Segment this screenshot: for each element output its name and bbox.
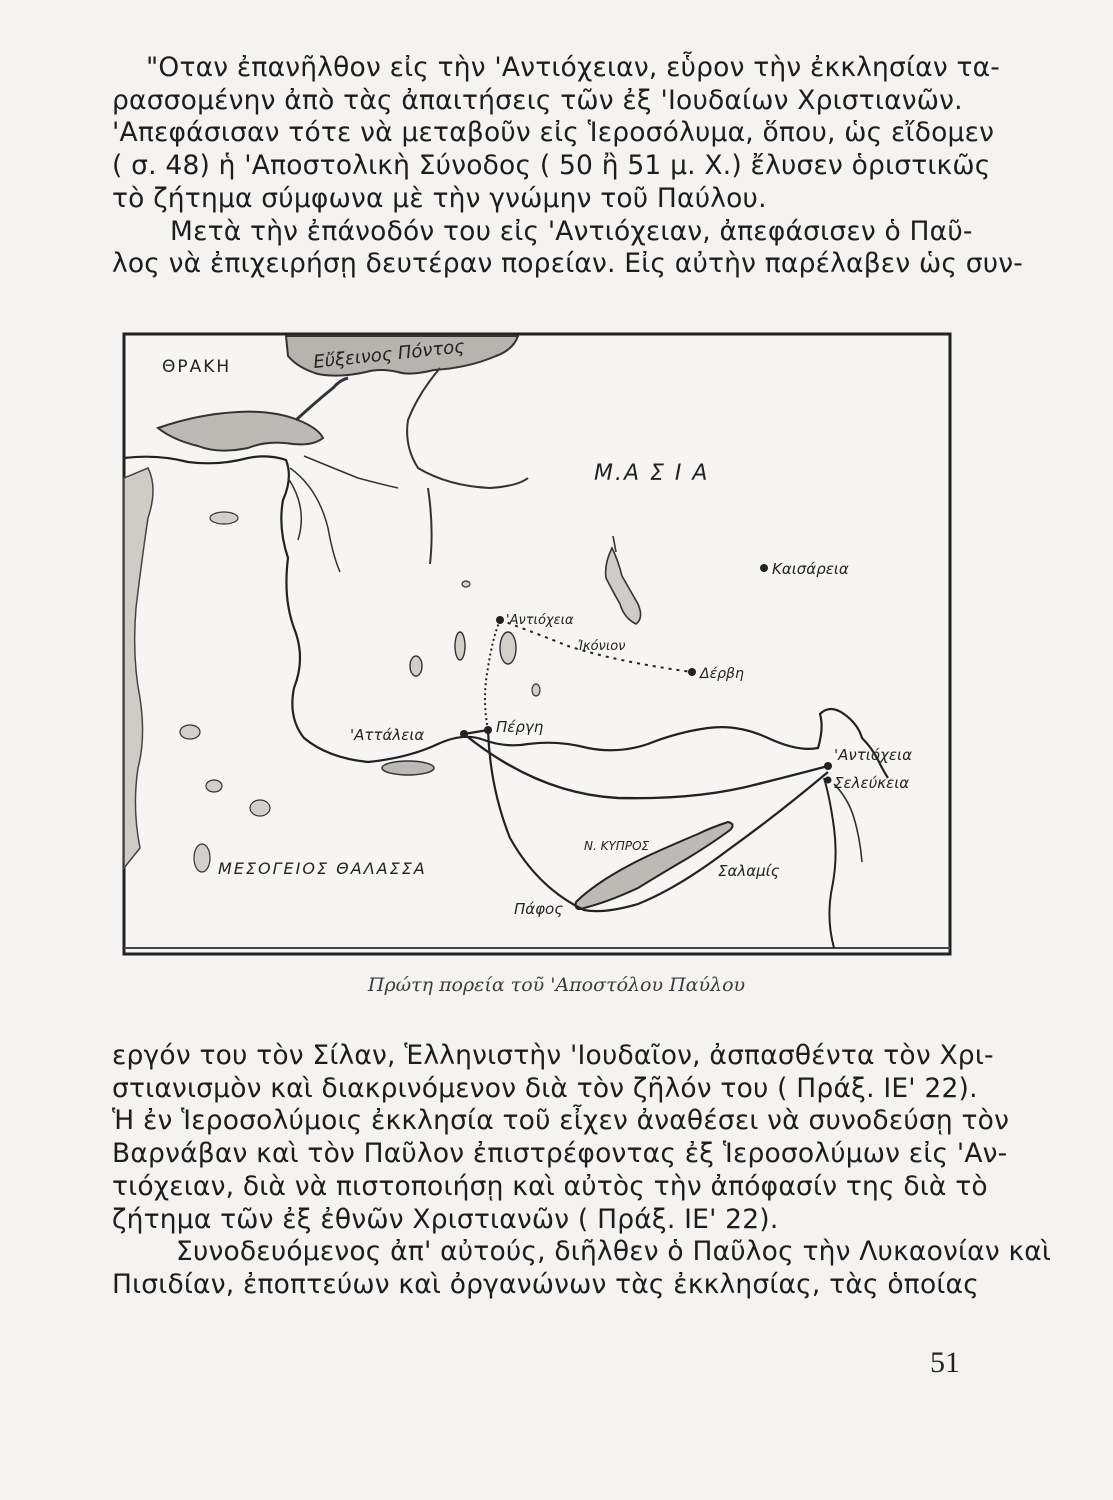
- antioch-pisidia-marker: [496, 616, 504, 624]
- attaleia-marker: [460, 730, 468, 738]
- label-cyprus: Ν. ΚΥΠΡΟΣ: [584, 839, 650, 853]
- page-number: 51: [930, 1346, 960, 1379]
- text-line: στιανισμὸν καὶ διακρινόμενον διὰ τὸν ζῆλόν του ( Πράξ. ΙΕ' 22).: [112, 1072, 978, 1104]
- text-line: Ἡ ἐν Ἱεροσολύμοις ἐκκλησία τοῦ εἶχεν ἀναθέσει νὰ συνοδεύσῃ τὸν: [112, 1105, 1010, 1137]
- label-perge: Πέργη: [496, 718, 544, 736]
- text-line: Μετὰ τὴν ἐπάνοδόν του εἰς 'Αντιόχειαν, ἀπεφάσισεν ὁ Παῦ-: [170, 215, 973, 247]
- paragraph-bottom: [112, 1040, 1052, 1302]
- label-thrace: ΘΡΑΚΗ: [162, 357, 232, 377]
- label-attaleia: 'Αττάλεια: [350, 726, 425, 744]
- label-black-sea: Εὔξεινος Πόντος: [312, 336, 466, 373]
- text-line: ζήτημα τῶν ἐξ ἐθνῶν Χριστιανῶν ( Πράξ. ΙΕ' 22).: [112, 1203, 779, 1235]
- label-iconium: Ἰκόνιον: [578, 639, 626, 654]
- text-line: "Οταν ἐπανῆλθον εἰς τὴν 'Αντιόχειαν, εὗρον τὴν ἐκκλησίαν τα-: [146, 52, 1001, 83]
- antioch-syria-marker: [824, 762, 832, 770]
- derbe-marker: [688, 668, 696, 676]
- perge-marker: [484, 726, 492, 734]
- seleucia-marker: [825, 777, 832, 784]
- text-line: Βαρνάβαν καὶ τὸν Παῦλον ἐπιστρέφοντας ἐξ Ἱεροσολύμων εἰς 'Αν-: [112, 1138, 1008, 1170]
- text-line: τιόχειαν, διὰ νὰ πιστοποιήσῃ καὶ αὐτὸς τὴν ἀπόφασίν της διὰ τὸ: [112, 1170, 988, 1202]
- text-line: εργόν του τὸν Σίλαν, Ἑλληνιστὴν 'Ιουδαῖον, ἀσπασθέντα τὸν Χρι-: [112, 1040, 994, 1071]
- label-mediterranean: ΜΕΣΟΓΕΙΟΣ ΘΑΛΑΣΣΑ: [218, 859, 427, 878]
- label-salamis: Σαλαμίς: [718, 862, 780, 880]
- label-antioch-syria: 'Αντιόχεια: [834, 746, 912, 764]
- text-line: Πισιδίαν, ἐποπτεύων καὶ ὀργανώνων τὰς ἐκκλησίας, τὰς ὁποίας: [112, 1268, 979, 1300]
- label-caesarea: Καισάρεια: [772, 560, 849, 578]
- text-line: λος νὰ ἐπιχειρήσῃ δευτέραν πορείαν. Εἰς αὐτὴν παρέλαβεν ὡς συν-: [112, 248, 1024, 280]
- text-line: τὸ ζήτημα σύμφωνα μὲ τὴν γνώμην τοῦ Παύλου.: [112, 182, 767, 214]
- label-antioch-pisidia: 'Αντιόχεια: [506, 613, 574, 628]
- label-paphos: Πάφος: [514, 900, 564, 918]
- text-line: Συνοδευόμενος ἀπ' αὐτούς, διῆλθεν ὁ Παῦλος τὴν Λυκαονίαν καὶ: [176, 1236, 1052, 1268]
- label-derbe: Δέρβη: [700, 666, 744, 682]
- text-line: 'Απεφάσισαν τότε νὰ μεταβοῦν εἰς Ἱεροσόλυμα, ὅπου, ὡς εἴδομεν: [112, 117, 995, 149]
- paragraph-top: [112, 52, 1024, 281]
- map-svg: [118, 328, 956, 960]
- map-caption: Πρώτη πορεία τοῦ 'Αποστόλου Παύλου: [367, 974, 746, 996]
- map-figure: [118, 328, 956, 960]
- label-seleucia: Σελεύκεια: [834, 774, 910, 792]
- caesarea-marker: [760, 564, 768, 572]
- text-line: ρασσομένην ἀπὸ τὰς ἀπαιτήσεις τῶν ἐξ 'Ιουδαίων Χριστιανῶν.: [112, 84, 963, 116]
- text-line: ( σ. 48) ἡ 'Αποστολικὴ Σύνοδος ( 50 ἢ 51 μ. Χ.) ἔλυσεν ὁριστικῶς: [112, 150, 991, 182]
- label-asia: Μ.Α Σ Ι Α: [594, 461, 710, 486]
